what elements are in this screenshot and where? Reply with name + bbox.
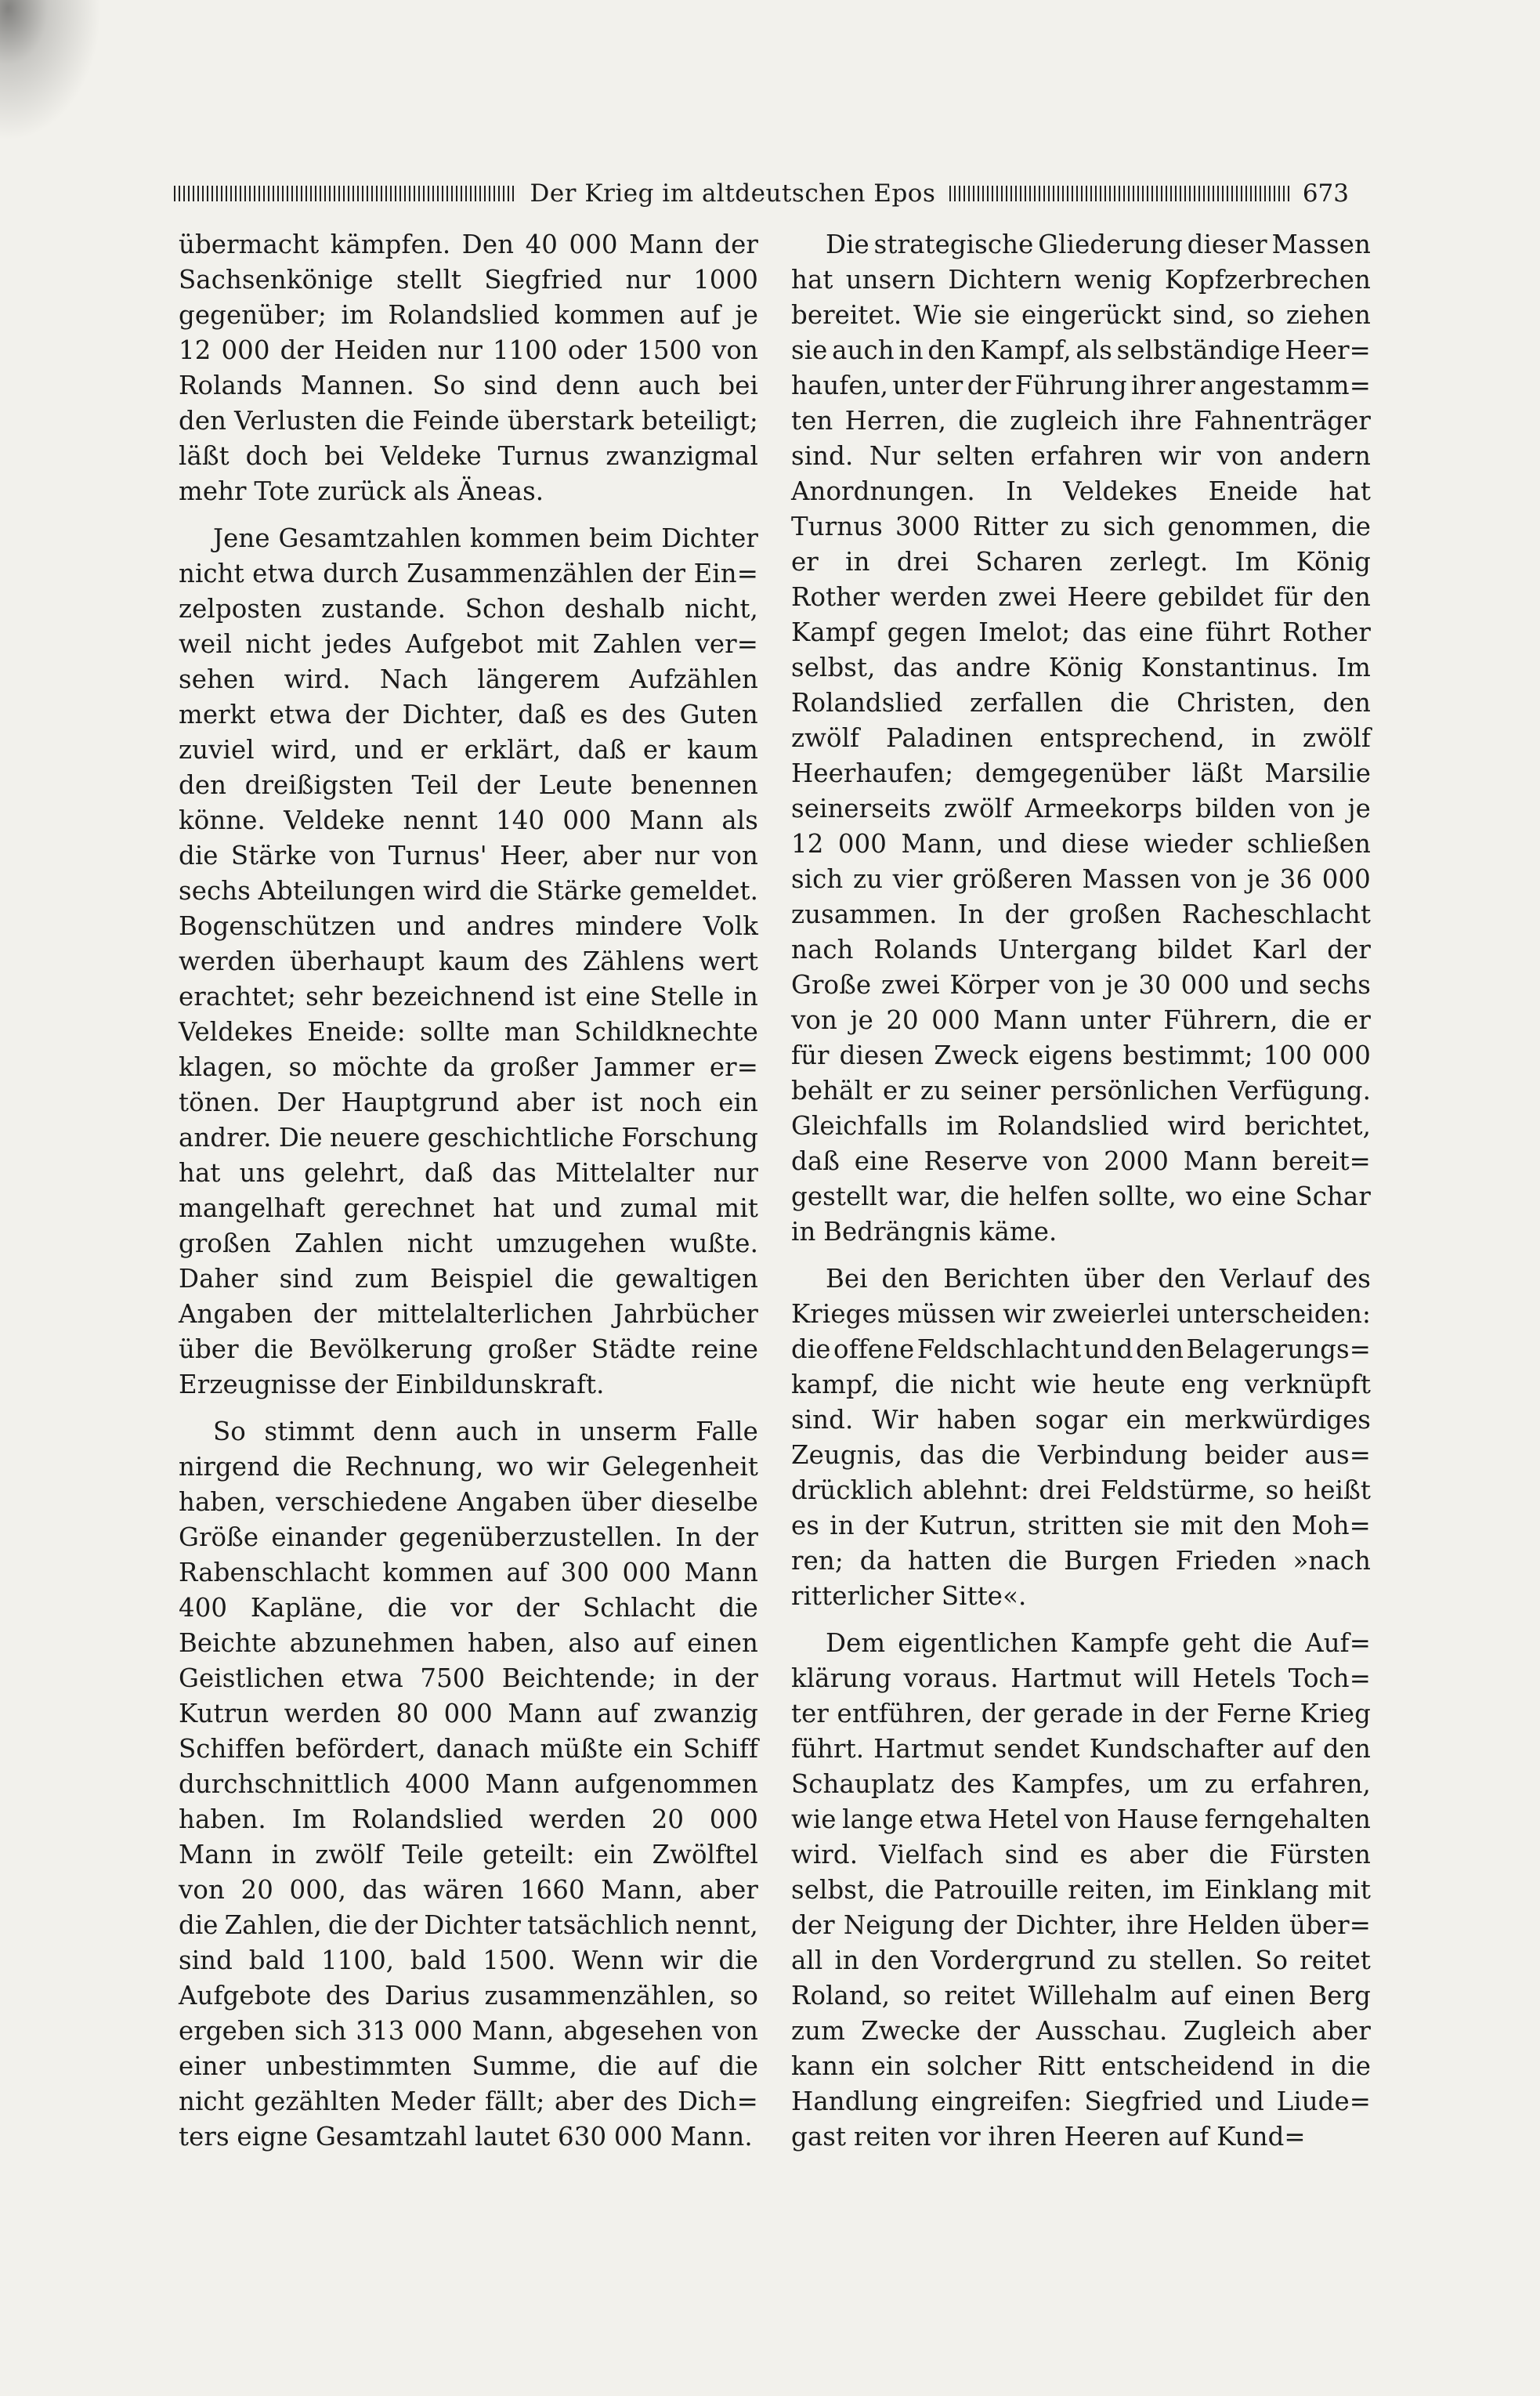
- text-line: wird. Vielfach sind es aber die Fürsten: [791, 1840, 1371, 1869]
- text-line: von 20 000, das wären 1660 Mann, aber: [179, 1875, 758, 1905]
- right-column: [791, 227, 1371, 2155]
- text-line: sehen wird. Nach längerem Aufzählen: [179, 664, 758, 694]
- text-line: zelposten zustande. Schon deshalb nicht,: [179, 594, 758, 624]
- text-line: zwölf Paladinen entsprechend, in zwölf: [791, 723, 1371, 753]
- paragraph: [179, 227, 758, 509]
- text-line: sind. Nur selten erfahren wir von andern: [791, 441, 1371, 471]
- text-line: Gleichfalls im Rolandslied wird berichtet,: [791, 1111, 1371, 1141]
- text-line: Roland, so reitet Willehalm auf einen Berg: [791, 1981, 1371, 2011]
- paragraph: [791, 227, 1371, 1250]
- text-line: Schiffen befördert, danach müßte ein Schiff: [179, 1734, 758, 1764]
- text-line: Die strategische Gliederung dieser Massen: [826, 230, 1371, 259]
- text-line: ren; da hatten die Burgen Frieden »nach: [791, 1546, 1371, 1576]
- text-line: Heerhaufen; demgegenüber läßt Marsilie: [791, 758, 1371, 788]
- text-line: einer unbestimmten Summe, die auf die: [179, 2051, 758, 2081]
- text-line: über die Bevölkerung großer Städte reine: [179, 1334, 758, 1364]
- paragraph-gap: [179, 509, 758, 521]
- text-line: ters eigne Gesamtzahl lautet 630 000 Mann.: [179, 2122, 753, 2152]
- text-line: Rabenschlacht kommen auf 300 000 Mann: [179, 1558, 758, 1587]
- text-line: tönen. Der Hauptgrund aber ist noch ein: [179, 1088, 758, 1117]
- text-line: Kampf gegen Imelot; das eine führt Rother: [791, 617, 1371, 647]
- text-line: sind bald 1100, bald 1500. Wenn wir die: [179, 1945, 758, 1975]
- text-line: So stimmt denn auch in unserm Falle: [213, 1417, 758, 1446]
- text-line: nirgend die Rechnung, wo wir Gelegenheit: [179, 1452, 758, 1482]
- text-line: großen Zahlen nicht umzugehen wußte.: [179, 1229, 758, 1258]
- text-line: nicht etwa durch Zusammenzählen der Ein=: [179, 559, 758, 588]
- text-line: haufen, unter der Führung ihrer angestamm=: [791, 371, 1371, 400]
- text-line: Mann in zwölf Teile geteilt: ein Zwölftel: [179, 1840, 758, 1869]
- paragraph: [179, 521, 758, 1402]
- text-line: ter entführen, der gerade in der Ferne Krieg: [791, 1699, 1371, 1728]
- text-line: kampf, die nicht wie heute eng verknüpft: [791, 1370, 1371, 1399]
- text-line: wie lange etwa Hetel von Hause ferngehalten: [791, 1804, 1371, 1834]
- text-line: gast reiten vor ihren Heeren auf Kund=: [791, 2122, 1306, 2152]
- text-line: all in den Vordergrund zu stellen. So reitet: [791, 1945, 1371, 1975]
- text-line: selbst, das andre König Konstantinus. Im: [791, 653, 1371, 682]
- text-line: sechs Abteilungen wird die Stärke gemeldet.: [179, 876, 758, 906]
- text-line: Anordnungen. In Veldekes Eneide hat: [791, 476, 1371, 506]
- page-number: 673: [1302, 179, 1349, 208]
- text-line: klärung voraus. Hartmut will Hetels Toch=: [791, 1663, 1371, 1693]
- text-line: Jene Gesamtzahlen kommen beim Dichter: [213, 523, 758, 553]
- text-line: Zeugnis, das die Verbindung beider aus=: [791, 1440, 1371, 1470]
- text-line: die offene Feldschlacht und den Belagerungs=: [791, 1334, 1371, 1364]
- paragraph: [179, 1414, 758, 2155]
- text-line: klagen, so möchte da großer Jammer er=: [179, 1052, 758, 1082]
- text-line: merkt etwa der Dichter, daß es des Guten: [179, 700, 758, 729]
- paragraph-gap: [791, 1250, 1371, 1261]
- text-line: Angaben der mittelalterlichen Jahrbücher: [179, 1299, 758, 1329]
- running-title: Der Krieg im altdeutschen Epos: [530, 179, 936, 208]
- decorative-rule-right: [949, 186, 1291, 201]
- text-line: mehr Tote zurück als Äneas.: [179, 476, 544, 506]
- text-line: zum Zwecke der Ausschau. Zugleich aber: [791, 2016, 1371, 2046]
- text-line: haben, verschiedene Angaben über dieselbe: [179, 1487, 758, 1517]
- page-edge-stain: [0, 0, 102, 141]
- text-line: Rolands Mannen. So sind denn auch bei: [179, 371, 758, 400]
- text-line: nicht gezählten Meder fällt; aber des Dich=: [179, 2087, 758, 2116]
- text-line: es in der Kutrun, stritten sie mit den Moh=: [791, 1511, 1371, 1540]
- text-line: die Zahlen, die der Dichter tatsächlich nennt,: [179, 1910, 758, 1940]
- text-line: hat unsern Dichtern wenig Kopfzerbrechen: [791, 265, 1371, 295]
- text-line: kann ein solcher Ritt entscheidend in die: [791, 2051, 1371, 2081]
- text-line: übermacht kämpfen. Den 40 000 Mann der: [179, 230, 758, 259]
- text-line: Handlung eingreifen: Siegfried und Liude=: [791, 2087, 1371, 2116]
- text-line: der Neigung der Dichter, ihre Helden über=: [791, 1910, 1371, 1940]
- text-line: selbst, die Patrouille reiten, im Einklang mit: [791, 1875, 1371, 1905]
- paragraph: [791, 1626, 1371, 2155]
- text-line: er in drei Scharen zerlegt. Im König: [791, 547, 1371, 577]
- text-line: zusammen. In der großen Racheschlacht: [791, 899, 1371, 929]
- text-line: drücklich ablehnt: drei Feldstürme, so heißt: [791, 1475, 1371, 1505]
- text-line: Dem eigentlichen Kampfe geht die Auf=: [826, 1628, 1371, 1658]
- paragraph-gap: [179, 1402, 758, 1414]
- paragraph: [791, 1261, 1371, 1614]
- text-line: zuviel wird, und er erklärt, daß er kaum: [179, 735, 758, 765]
- decorative-rule-left: [174, 186, 515, 201]
- text-line: sind. Wir haben sogar ein merkwürdiges: [791, 1405, 1371, 1435]
- text-line: mangelhaft gerechnet hat und zumal mit: [179, 1193, 758, 1223]
- text-line: Größe einander gegenüberzustellen. In der: [179, 1522, 758, 1552]
- text-line: Große zwei Körper von je 30 000 und sechs: [791, 970, 1371, 1000]
- text-line: hat uns gelehrt, daß das Mittelalter nur: [179, 1158, 758, 1188]
- text-line: Bogenschützen und andres mindere Volk: [179, 911, 758, 941]
- text-line: die Stärke von Turnus' Heer, aber nur von: [179, 841, 758, 870]
- text-line: seinerseits zwölf Armeekorps bilden von je: [791, 794, 1371, 823]
- text-line: gestellt war, die helfen sollte, wo eine Schar: [791, 1182, 1371, 1211]
- text-line: Krieges müssen wir zweierlei unterscheiden:: [791, 1299, 1371, 1329]
- text-line: weil nicht jedes Aufgebot mit Zahlen ver=: [179, 629, 758, 659]
- text-line: andrer. Die neuere geschichtliche Forschung: [179, 1123, 758, 1153]
- text-line: läßt doch bei Veldeke Turnus zwanzigmal: [179, 441, 758, 471]
- text-line: nach Rolands Untergang bildet Karl der: [791, 935, 1371, 965]
- text-line: bereitet. Wie sie eingerückt sind, so ziehen: [791, 300, 1371, 330]
- text-line: Rolandslied zerfallen die Christen, den: [791, 688, 1371, 718]
- text-line: gegenüber; im Rolandslied kommen auf je: [179, 300, 758, 330]
- text-line: Beichte abzunehmen haben, also auf einen: [179, 1628, 758, 1658]
- text-line: von je 20 000 Mann unter Führern, die er: [791, 1005, 1371, 1035]
- text-line: werden überhaupt kaum des Zählens wert: [179, 946, 758, 976]
- text-line: den dreißigsten Teil der Leute benennen: [179, 770, 758, 800]
- text-line: führt. Hartmut sendet Kundschafter auf den: [791, 1734, 1371, 1764]
- text-line: Daher sind zum Beispiel die gewaltigen: [179, 1264, 758, 1294]
- text-line: Aufgebote des Darius zusammenzählen, so: [179, 1981, 758, 2011]
- text-line: daß eine Reserve von 2000 Mann bereit=: [791, 1146, 1371, 1176]
- paragraph-gap: [791, 1614, 1371, 1626]
- text-line: in Bedrängnis käme.: [791, 1217, 1057, 1247]
- text-line: Schauplatz des Kampfes, um zu erfahren,: [791, 1769, 1371, 1799]
- text-line: behält er zu seiner persönlichen Verfügung.: [791, 1076, 1371, 1106]
- text-line: Bei den Berichten über den Verlauf des: [826, 1264, 1371, 1294]
- left-column: [179, 227, 758, 2155]
- text-line: sie auch in den Kampf, als selbständige Heer=: [791, 335, 1371, 365]
- running-header: [174, 174, 1349, 213]
- text-line: haben. Im Rolandslied werden 20 000: [179, 1804, 758, 1834]
- text-line: den Verlusten die Feinde überstark beteiligt;: [179, 406, 758, 436]
- text-line: könne. Veldeke nennt 140 000 Mann als: [179, 805, 758, 835]
- text-line: Veldekes Eneide: sollte man Schildknechte: [179, 1017, 758, 1047]
- text-line: Sachsenkönige stellt Siegfried nur 1000: [179, 265, 758, 295]
- text-line: ritterlicher Sitte«.: [791, 1581, 1027, 1611]
- text-line: Kutrun werden 80 000 Mann auf zwanzig: [179, 1699, 758, 1728]
- text-line: Rother werden zwei Heere gebildet für den: [791, 582, 1371, 612]
- text-line: für diesen Zweck eigens bestimmt; 100 000: [791, 1041, 1371, 1070]
- text-line: ergeben sich 313 000 Mann, abgesehen von: [179, 2016, 758, 2046]
- text-line: 12 000 Mann, und diese wieder schließen: [791, 829, 1371, 859]
- text-line: Turnus 3000 Ritter zu sich genommen, die: [791, 512, 1371, 541]
- text-line: erachtet; sehr bezeichnend ist eine Stelle in: [179, 982, 758, 1012]
- text-line: 12 000 der Heiden nur 1100 oder 1500 von: [179, 335, 758, 365]
- text-line: Erzeugnisse der Einbildunskraft.: [179, 1370, 605, 1399]
- text-line: ten Herren, die zugleich ihre Fahnenträger: [791, 406, 1371, 436]
- text-line: 400 Kapläne, die vor der Schlacht die: [179, 1593, 758, 1623]
- text-line: Geistlichen etwa 7500 Beichtende; in der: [179, 1663, 758, 1693]
- text-line: durchschnittlich 4000 Mann aufgenommen: [179, 1769, 758, 1799]
- text-line: sich zu vier größeren Massen von je 36 000: [791, 864, 1371, 894]
